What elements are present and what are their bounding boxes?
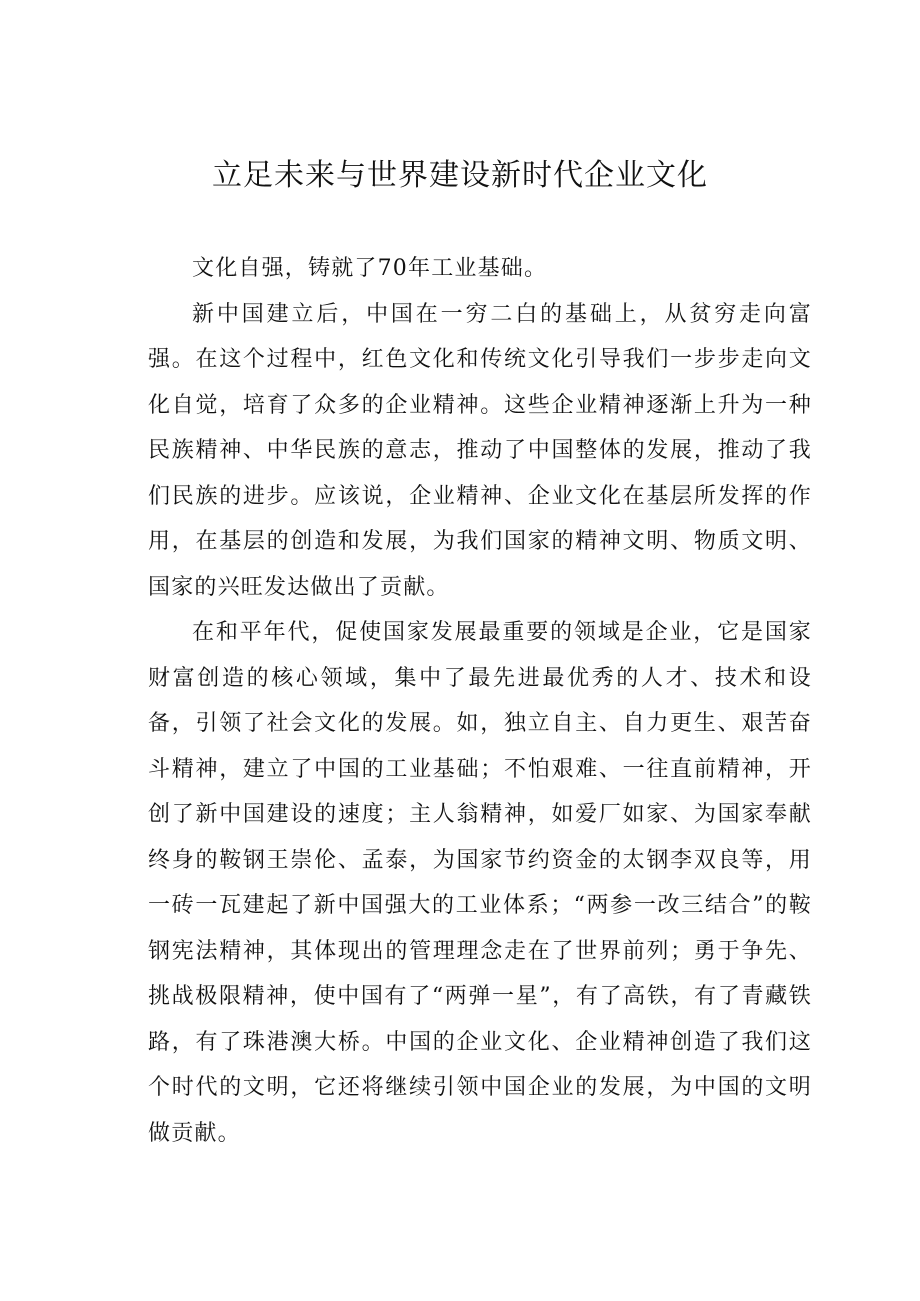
document-title: 立足未来与世界建设新时代企业文化 — [212, 158, 708, 193]
document-body — [148, 246, 812, 1156]
paragraph-1: 文化自强，铸就了70年工业基础。 — [192, 256, 548, 281]
paragraph-2: 新中国建立后，中国在一穷二白的基础上，从贫穷走向富强。在这个过程中，红色文化和传统文化引导我们一步步走向文化自觉，培育了众多的企业精神。这些企业精神逐渐上升为一种民族精神、中华民族的意志，推动了中国整体的发展，推动了我们民族的进步。应该说，企业精神、企业文化在基层所发挥的作用，在基层的创造和发展，为我们国家的精神文明、物质文明、国家的兴旺发达做出了贡献。 — [148, 301, 812, 600]
paragraph-3: 在和平年代，促使国家发展最重要的领域是企业，它是国家财富创造的核心领域，集中了最先进最优秀的人才、技术和设备，引领了社会文化的发展。如，独立自主、自力更生、艰苦奋斗精神，建立了中国的工业基础；不怕艰难、一往直前精神，开创了新中国建设的速度；主人翁精神，如爱厂如家、为国家奉献终身的鞍钢王崇伦、孟泰，为国家节约资金的太钢李双良等，用一砖一瓦建起了新中国强大的工业体系；“两参一改三结合”的鞍钢宪法精神，其体现出的管理理念走在了世界前列；勇于争先、挑战极限精神，使中国有了“两弹一星”，有了高铁，有了青藏铁路，有了珠港澳大桥。中国的企业文化、企业精神创造了我们这个时代的文明，它还将继续引领中国企业的发展，为中国的文明做贡献。 — [148, 620, 812, 1146]
